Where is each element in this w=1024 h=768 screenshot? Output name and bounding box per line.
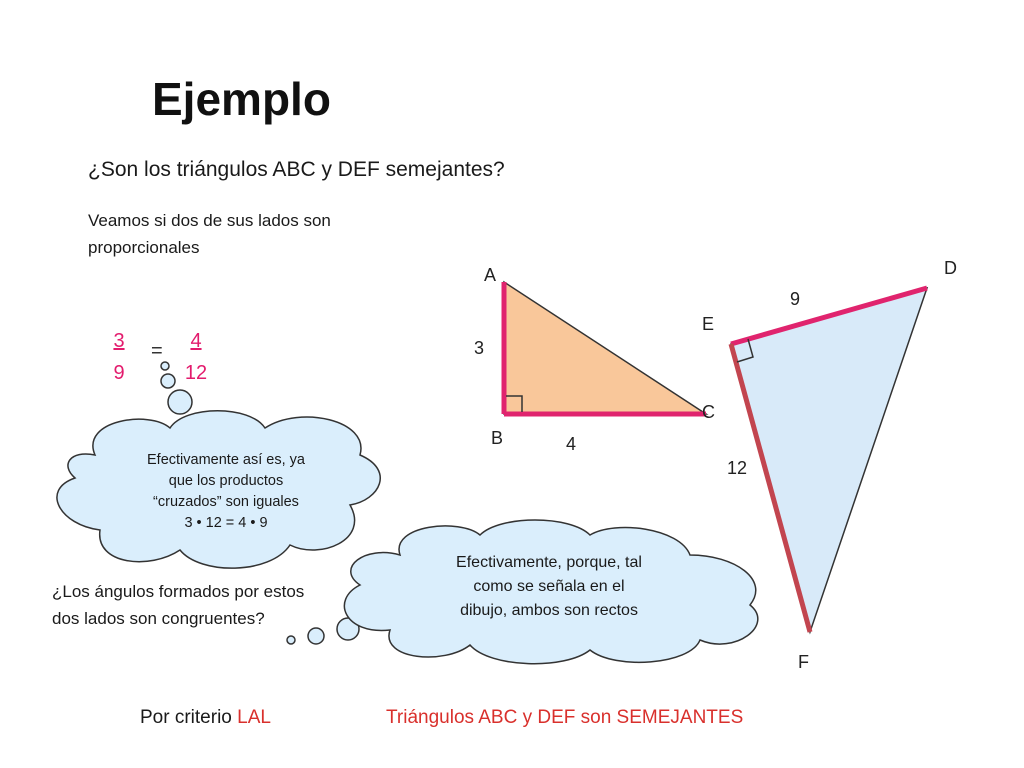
cloud-left-text [100, 450, 352, 534]
cloud-right-line: dibujo, ambos son rectos [460, 602, 638, 619]
side-label-bc: 4 [566, 434, 577, 454]
vertex-label-b: B [491, 428, 504, 448]
footer-criterion [140, 707, 271, 729]
vertex-label-d: D [944, 258, 957, 278]
cloud-left-line: Efectivamente así es, ya [147, 452, 305, 468]
cloud-left-line: 3 • 12 = 4 • 9 [184, 515, 268, 531]
cloud-right-text [404, 551, 694, 623]
cloud-right-line: Efectivamente, porque, tal [456, 554, 642, 571]
subtitle-text: Veamos si dos de sus lados son proporcionales [88, 211, 331, 257]
side-label-ef: 12 [727, 458, 748, 478]
footer-conclusion: Triángulos ABC y DEF son SEMEJANTES [386, 707, 744, 728]
footer-criterion-name: LAL [237, 707, 271, 728]
cloud-left-line: “cruzados” son iguales [153, 494, 299, 510]
triangle-abc [504, 282, 706, 414]
equals-sign: = [151, 340, 163, 362]
fraction-right-numerator: 4 [190, 330, 202, 352]
vertex-label-e: E [702, 314, 715, 334]
side-label-ab: 3 [474, 338, 485, 358]
angles-question: ¿Los ángulos formados por estos dos lados son congruentes? [52, 582, 305, 628]
vertex-label-c: C [702, 402, 715, 422]
vertex-label-a: A [484, 265, 497, 285]
cloud-left-line: que los productos [168, 473, 284, 489]
slide-title: Ejemplo [152, 73, 331, 125]
vertex-label-f: F [798, 652, 809, 672]
fraction-left-denominator: 9 [113, 362, 125, 384]
footer-prefix: Por criterio [140, 707, 238, 728]
triangle-def [731, 288, 927, 632]
fraction-right-denominator: 12 [184, 362, 208, 384]
fraction-left-numerator: 3 [113, 330, 125, 352]
side-label-ed: 9 [790, 289, 801, 309]
cloud-right-line: como se señala en el [473, 578, 625, 595]
main-question: ¿Son los triángulos ABC y DEF semejantes? [88, 158, 505, 181]
